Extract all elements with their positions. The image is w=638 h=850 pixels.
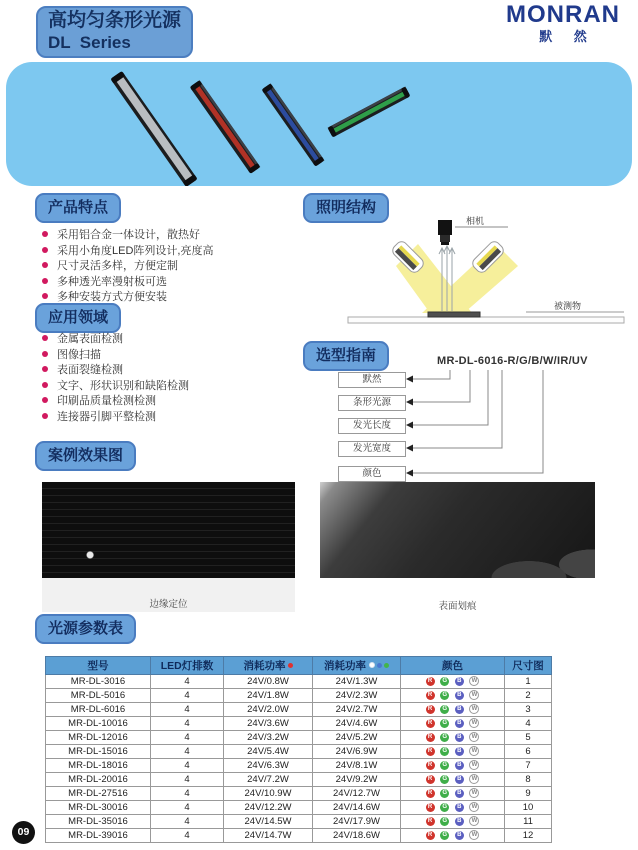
green-color-dot-icon: G (440, 705, 449, 714)
feature-text: 尺寸灵活多样，方便定制 (57, 260, 178, 272)
blue-color-dot-icon: B (455, 747, 464, 756)
cell-colors (401, 815, 505, 829)
cell-dimension: 2 (505, 689, 552, 703)
white-color-dot-icon: W (469, 718, 479, 728)
camera-label: 相机 (466, 216, 485, 226)
header-dimension: 尺寸图 (505, 657, 552, 675)
cell-power-wbg: 24V/5.2W (313, 731, 401, 745)
green-color-dot-icon: G (440, 803, 449, 812)
table-row (46, 731, 552, 745)
application-item (42, 334, 189, 346)
case-caption-right: 表面划痕 (438, 601, 477, 612)
cell-power-red: 24V/12.2W (224, 801, 313, 815)
blue-color-dot-icon: B (455, 719, 464, 728)
cell-power-red: 24V/0.8W (224, 675, 313, 689)
white-color-dot-icon: W (469, 816, 479, 826)
selector-label-length: 发光长度 (338, 418, 406, 434)
bullet-dot-icon (42, 335, 48, 341)
cell-colors (401, 829, 505, 843)
table-body (46, 675, 552, 843)
cell-power-wbg: 24V/9.2W (313, 773, 401, 787)
cell-model: MR-DL-12016 (46, 731, 151, 745)
bar-light-green-icon (328, 86, 411, 137)
bar-light-white-icon (110, 71, 197, 186)
table-header-row (46, 657, 552, 675)
cell-model: MR-DL-10016 (46, 717, 151, 731)
feature-text: 采用铝合金一体设计，散热好 (57, 229, 200, 241)
red-dot-icon (288, 663, 293, 668)
red-color-dot-icon: R (426, 789, 435, 798)
blue-color-dot-icon: B (455, 831, 464, 840)
arrowhead-icons (406, 376, 413, 477)
cell-power-red: 24V/5.4W (224, 745, 313, 759)
table-row (46, 773, 552, 787)
cell-dimension: 1 (505, 675, 552, 689)
cell-led-rows: 4 (151, 731, 224, 745)
cell-power-wbg: 24V/4.6W (313, 717, 401, 731)
cell-dimension: 12 (505, 829, 552, 843)
red-color-dot-icon: R (426, 719, 435, 728)
cell-power-red: 24V/14.5W (224, 815, 313, 829)
green-color-dot-icon: G (440, 747, 449, 756)
cell-model: MR-DL-30016 (46, 801, 151, 815)
white-color-dot-icon: W (469, 788, 479, 798)
application-item (42, 381, 189, 393)
cell-dimension: 5 (505, 731, 552, 745)
table-row (46, 815, 552, 829)
table-row (46, 759, 552, 773)
cell-led-rows: 4 (151, 675, 224, 689)
bullet-dot-icon (42, 351, 48, 357)
table-row (46, 703, 552, 717)
table-row (46, 717, 552, 731)
cell-colors (401, 759, 505, 773)
table-row (46, 801, 552, 815)
cell-model: MR-DL-3016 (46, 675, 151, 689)
application-item (42, 365, 189, 377)
feature-list (42, 230, 213, 308)
case-caption-left: 边缘定位 (149, 599, 188, 610)
feature-item (42, 261, 213, 273)
product-title-box (36, 6, 193, 58)
cell-colors (401, 745, 505, 759)
application-text: 表面裂缝检测 (57, 364, 123, 376)
cell-dimension: 7 (505, 759, 552, 773)
application-list (42, 334, 189, 427)
application-text: 图像扫描 (57, 348, 101, 361)
case-photo-edge-positioning (42, 482, 295, 578)
selector-label-width: 发光宽度 (338, 441, 406, 457)
cell-led-rows: 4 (151, 801, 224, 815)
inspected-object (428, 312, 480, 317)
red-color-dot-icon: R (426, 705, 435, 714)
red-color-dot-icon: R (426, 677, 435, 686)
page-number-badge: 09 (12, 821, 35, 844)
bullet-dot-icon (42, 262, 48, 268)
illumination-structure-diagram (330, 195, 630, 335)
bullet-dot-icon (42, 366, 48, 372)
feature-text: 多种安装方式方便安装 (57, 291, 167, 303)
green-dot-icon (384, 663, 389, 668)
bullet-dot-icon (42, 231, 48, 237)
bar-light-red-icon (190, 80, 261, 174)
feature-item (42, 230, 213, 242)
cell-colors (401, 703, 505, 717)
red-color-dot-icon: R (426, 803, 435, 812)
cell-model: MR-DL-15016 (46, 745, 151, 759)
bullet-dot-icon (42, 293, 48, 299)
product-title-cn: 高均匀条形光源 (48, 10, 182, 31)
cell-power-wbg: 24V/2.3W (313, 689, 401, 703)
green-color-dot-icon: G (440, 761, 449, 770)
cell-power-red: 24V/14.7W (224, 829, 313, 843)
bullet-dot-icon (42, 413, 48, 419)
section-table-title: 光源参数表 (35, 614, 136, 644)
application-item (42, 350, 189, 362)
bar-light-blue-icon (262, 83, 325, 166)
cell-power-wbg: 24V/8.1W (313, 759, 401, 773)
cell-power-wbg: 24V/12.7W (313, 787, 401, 801)
case-photo-surface-scratch (320, 482, 595, 578)
cell-power-red: 24V/7.2W (224, 773, 313, 787)
product-banner (6, 62, 632, 186)
bullet-dot-icon (42, 397, 48, 403)
green-color-dot-icon: G (440, 719, 449, 728)
cell-model: MR-DL-35016 (46, 815, 151, 829)
table-row (46, 829, 552, 843)
white-color-dot-icon: W (469, 732, 479, 742)
blue-color-dot-icon: B (455, 677, 464, 686)
feature-item (42, 246, 213, 258)
header-power-wbg: 消耗功率 (313, 657, 401, 675)
white-color-dot-icon: W (469, 676, 479, 686)
cell-power-red: 24V/2.0W (224, 703, 313, 717)
red-color-dot-icon: R (426, 831, 435, 840)
cell-led-rows: 4 (151, 815, 224, 829)
cell-colors (401, 773, 505, 787)
product-title-en: DL Series (48, 32, 131, 52)
cell-power-wbg: 24V/17.9W (313, 815, 401, 829)
cell-model: MR-DL-27516 (46, 787, 151, 801)
cell-power-wbg: 24V/14.6W (313, 801, 401, 815)
blue-color-dot-icon: B (455, 803, 464, 812)
white-color-dot-icon: W (469, 830, 479, 840)
cell-colors (401, 675, 505, 689)
cell-colors (401, 801, 505, 815)
section-applications-title: 应用领域 (35, 303, 121, 333)
cell-model: MR-DL-39016 (46, 829, 151, 843)
feature-text: 多种透光率漫射板可选 (57, 275, 167, 288)
cell-led-rows: 4 (151, 829, 224, 843)
brand-logo-chinese: 默 然 (539, 29, 596, 45)
cell-power-red: 24V/3.2W (224, 731, 313, 745)
section-structure-title: 照明结构 (303, 193, 389, 223)
cell-dimension: 10 (505, 801, 552, 815)
white-dot-icon (369, 662, 375, 668)
cell-dimension: 4 (505, 717, 552, 731)
cell-model: MR-DL-20016 (46, 773, 151, 787)
white-color-dot-icon: W (469, 746, 479, 756)
green-color-dot-icon: G (440, 677, 449, 686)
cell-colors (401, 787, 505, 801)
red-color-dot-icon: R (426, 691, 435, 700)
cell-colors (401, 731, 505, 745)
red-color-dot-icon: R (426, 775, 435, 784)
red-color-dot-icon: R (426, 733, 435, 742)
cell-model: MR-DL-5016 (46, 689, 151, 703)
cell-led-rows: 4 (151, 689, 224, 703)
cell-led-rows: 4 (151, 745, 224, 759)
feature-text: 采用小角度LED阵列设计,亮度高 (57, 244, 214, 257)
table-row (46, 745, 552, 759)
cell-led-rows: 4 (151, 759, 224, 773)
application-text: 金属表面检测 (57, 333, 123, 345)
white-color-dot-icon: W (469, 774, 479, 784)
cell-dimension: 9 (505, 787, 552, 801)
cell-dimension: 6 (505, 745, 552, 759)
model-code: MR-DL-6016-R/G/B/W/IR/UV (437, 355, 588, 367)
section-selection-title: 选型指南 (303, 341, 389, 371)
header-power-red: 消耗功率 (224, 657, 313, 675)
object-label: 被测物 (554, 301, 582, 311)
cell-power-wbg: 24V/1.3W (313, 675, 401, 689)
cell-power-red: 24V/6.3W (224, 759, 313, 773)
white-color-dot-icon: W (469, 802, 479, 812)
blue-color-dot-icon: B (455, 789, 464, 798)
feature-item (42, 277, 213, 289)
selector-label-type: 条形光源 (338, 395, 406, 411)
bar-light-products-illustration (6, 62, 632, 186)
green-color-dot-icon: G (440, 789, 449, 798)
blue-color-dot-icon: B (455, 705, 464, 714)
camera-icon (438, 220, 452, 245)
cell-colors (401, 689, 505, 703)
cell-model: MR-DL-6016 (46, 703, 151, 717)
white-color-dot-icon: W (469, 760, 479, 770)
green-color-dot-icon: G (440, 733, 449, 742)
application-text: 印刷品质量检测检测 (57, 395, 156, 407)
feature-item (42, 292, 213, 304)
cell-led-rows: 4 (151, 717, 224, 731)
blue-color-dot-icon: B (455, 691, 464, 700)
green-color-dot-icon: G (440, 691, 449, 700)
blue-color-dot-icon: B (455, 775, 464, 784)
cell-power-wbg: 24V/18.6W (313, 829, 401, 843)
header-color: 颜色 (401, 657, 505, 675)
stage-surface (348, 317, 624, 323)
section-cases-title: 案例效果图 (35, 441, 136, 471)
cell-colors (401, 717, 505, 731)
table-row (46, 787, 552, 801)
cell-power-red: 24V/10.9W (224, 787, 313, 801)
header-led-rows: LED灯排数 (151, 657, 224, 675)
red-color-dot-icon: R (426, 747, 435, 756)
cell-led-rows: 4 (151, 703, 224, 717)
red-color-dot-icon: R (426, 817, 435, 826)
application-text: 连接器引脚平整检测 (57, 410, 156, 423)
cell-power-red: 24V/3.6W (224, 717, 313, 731)
application-item (42, 396, 189, 408)
cell-power-red: 24V/1.8W (224, 689, 313, 703)
bullet-dot-icon (42, 278, 48, 284)
green-color-dot-icon: G (440, 817, 449, 826)
table-row (46, 689, 552, 703)
bullet-dot-icon (42, 382, 48, 388)
section-features-title: 产品特点 (35, 193, 121, 223)
parameter-table (45, 656, 552, 843)
blue-color-dot-icon: B (455, 761, 464, 770)
brand-logo (506, 2, 620, 45)
white-color-dot-icon: W (469, 704, 479, 714)
green-color-dot-icon: G (440, 775, 449, 784)
cell-dimension: 3 (505, 703, 552, 717)
cell-power-wbg: 24V/2.7W (313, 703, 401, 717)
cell-dimension: 8 (505, 773, 552, 787)
selector-label-brand: 默然 (338, 372, 406, 388)
selector-label-color: 颜色 (338, 466, 406, 482)
blue-color-dot-icon: B (455, 733, 464, 742)
white-color-dot-icon: W (469, 690, 479, 700)
bullet-dot-icon (42, 247, 48, 253)
red-color-dot-icon: R (426, 761, 435, 770)
header-model: 型号 (46, 657, 151, 675)
brand-logo-text: MONRAN (506, 1, 620, 28)
cell-led-rows: 4 (151, 773, 224, 787)
cell-dimension: 11 (505, 815, 552, 829)
blue-color-dot-icon: B (455, 817, 464, 826)
cell-power-wbg: 24V/6.9W (313, 745, 401, 759)
table-row (46, 675, 552, 689)
cell-model: MR-DL-18016 (46, 759, 151, 773)
blue-dot-icon (377, 663, 382, 668)
green-color-dot-icon: G (440, 831, 449, 840)
application-text: 文字、形状识别和缺陷检测 (57, 379, 189, 392)
application-item (42, 412, 189, 424)
cell-led-rows: 4 (151, 787, 224, 801)
